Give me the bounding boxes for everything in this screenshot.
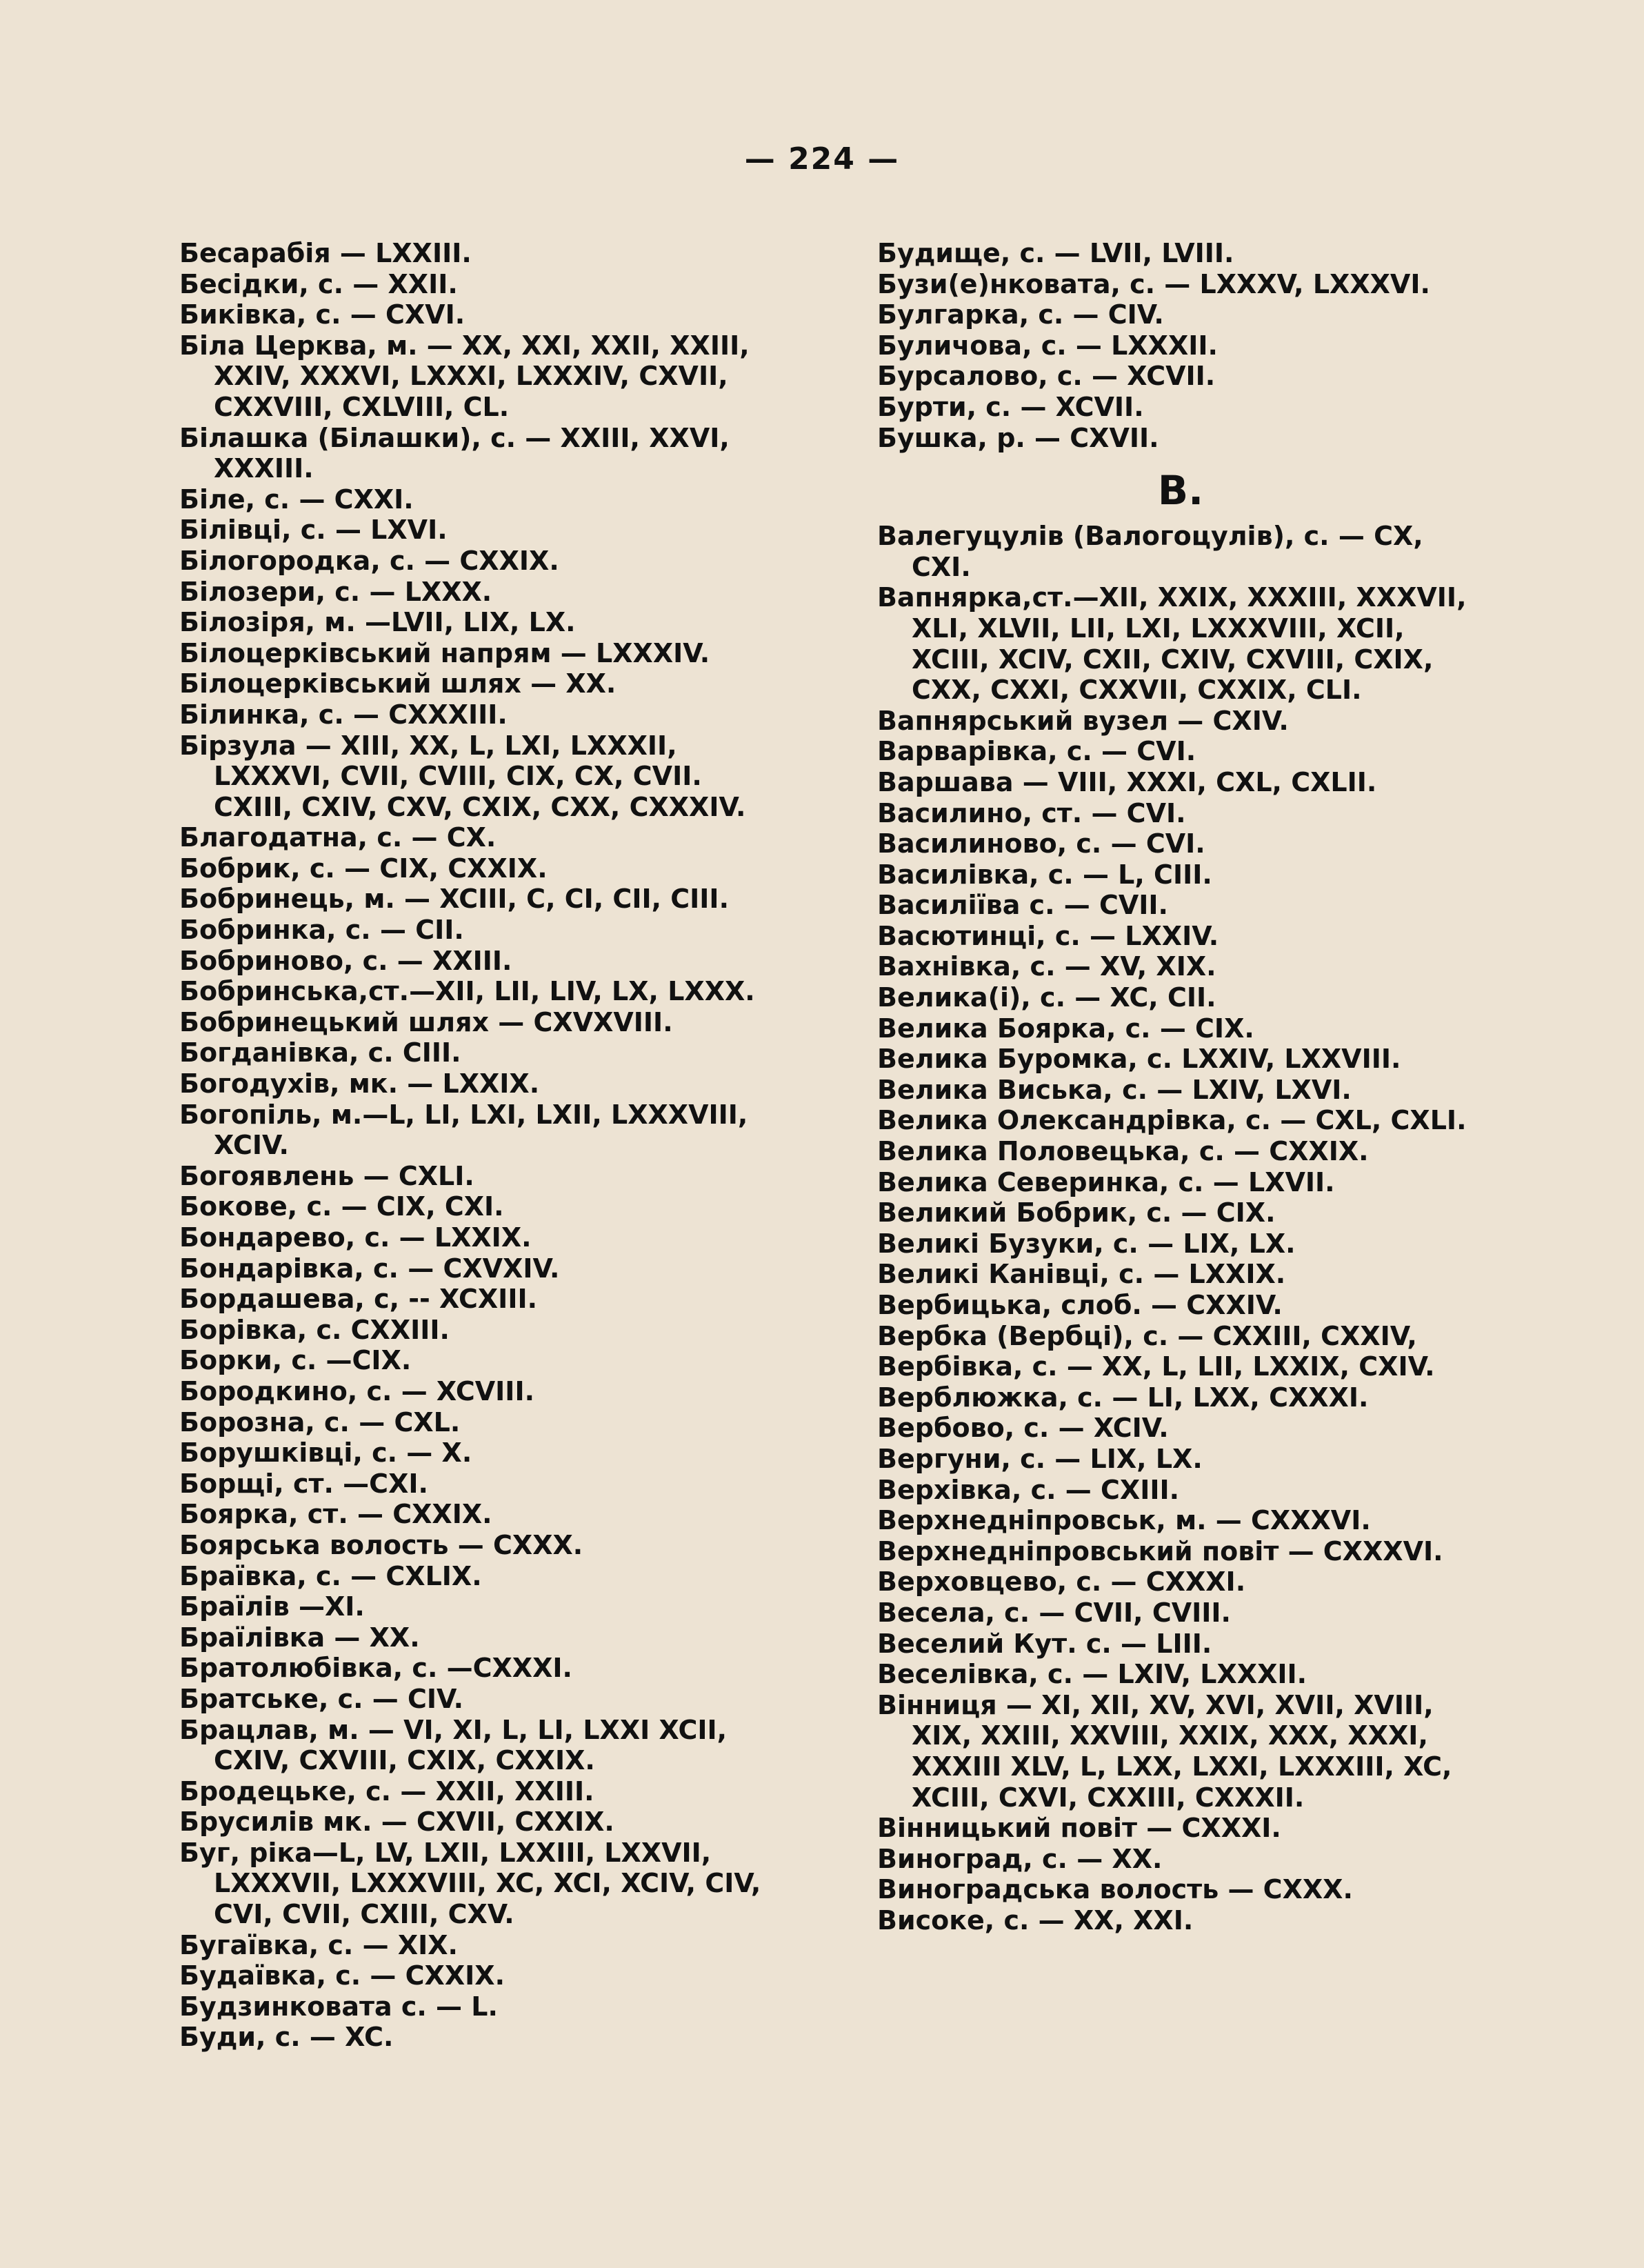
index-entry: Варшава — VIII, XXXI, CXL, CXLII. [877,766,1377,797]
page-number: — 224 — [744,141,900,177]
index-entry: Бесідки, с. — XXII. [179,268,458,299]
index-entry: Бобринка, с. — CII. [179,915,464,946]
index-entry: Білогородка, с. — CXXIX. [179,545,559,576]
index-entry: Білоцерківський напрям — LXXXIV. [179,637,710,668]
index-entry: Братське, с. — CIV. [179,1683,464,1714]
index-entry: Високе, с. — XX, XXI. [877,1904,1194,1936]
section-letter-heading: В. [1157,467,1204,515]
index-entry: Білозери, с. — LXXX. [179,576,492,607]
index-entry: Василівка, с. — L, CIII. [877,859,1212,890]
index-entry: Буди, с. — XC. [179,2022,394,2053]
index-entry: Вербово, с. — XCIV. [877,1413,1169,1444]
index-entry: Вінницький повіт — CXXXI. [877,1813,1281,1844]
index-entry: Благодатна, с. — CX. [179,822,497,853]
index-entry: Біле, с. — CXXI. [179,484,414,515]
index-entry: Білашка (Білашки), с. — XXIII, XXVI, XXXIII. [179,422,730,484]
index-entry: Бокове, с. — CIX, CXI. [179,1191,504,1222]
index-entry: Богопіль, м.—L, LI, LXI, LXII, LXXXVIII, XCIV. [179,1099,748,1161]
index-entry: Великий Бобрик, с. — CIX. [877,1197,1276,1228]
index-entry: Будище, с. — LVII, LVIII. [877,238,1234,268]
index-entry: Борівка, с. CXXIII. [179,1314,450,1345]
index-column-left [179,238,786,2053]
index-entry: Веселий Кут. с. — LIII. [877,1628,1212,1659]
index-entry: Бушка, р. — CXVII. [877,422,1159,453]
index-entry: Вербка (Вербці), с. — CXXIII, CXXIV, [877,1320,1417,1351]
index-entry: Буличова, с. — LXXXII. [877,330,1218,361]
index-entry: Бугаївка, с. — XIX. [179,1929,458,1960]
index-entry: Велика Буромка, с. LXXIV, LXXVIII. [877,1044,1401,1075]
index-entry: Виноградська волость — CXXX. [877,1874,1353,1905]
index-entry: Бобрик, с. — CIX, CXXIX. [179,853,548,884]
index-entry: Варварівка, с. — CVI. [877,736,1196,767]
index-entry: Білинка, с. — CXXXIII. [179,699,508,730]
index-entry: Боярська волость — CXXX. [179,1529,583,1560]
index-entry: Васютинці, с. — LXXIV. [877,920,1219,951]
index-entry: Великі Канівці, с. — LXXIX. [877,1259,1286,1290]
index-entry: Великі Бузуки, с. — LIX, LX. [877,1228,1296,1259]
index-entry: Веселівка, с. — LXIV, LXXXII. [877,1659,1307,1690]
index-entry: Бобринецький шлях — CXVXVIII. [179,1006,673,1037]
index-entry: Вінниця — XI, XII, XV, XVI, XVII, XVIII, XIX, XXIII, XXVIII, XXIX, XXX, XXXI, XXXIII XLV, L, LXX, LXXI, LXXXIII, XC, XCIII, CXVI, CXXIII, CXXXII. [877,1689,1452,1813]
index-entry: Будзинковата с. — L. [179,1991,498,2022]
index-entry: Богоявлень — CXLI. [179,1160,474,1191]
index-entry: Бондарево, с. — LXXIX. [179,1222,532,1253]
index-entry: Борки, с. —CIX. [179,1345,412,1376]
index-entry: Богодухів, мк. — LXXIX. [179,1068,540,1100]
index-entry: Браїлів —XI. [179,1591,365,1622]
index-entry: Василино, ст. — CVI. [877,797,1186,828]
index-entry: Велика Олександрівка, с. — CXL, CXLI. [877,1105,1467,1136]
index-entry: Верховцево, с. — CXXXI. [877,1566,1246,1598]
index-entry: Бобринець, м. — XCIII, C, CI, CII, CIII. [179,884,729,915]
index-entry: Бородкино, с. — XCVIII. [179,1375,535,1406]
index-entry: Біла Церква, м. — XX, XXI, XXII, XXIII, XXIV, XXXVI, LXXXI, LXXXIV, CXVII, CXXVIII, CXLVIII, CL. [179,330,750,422]
index-entry: Брацлав, м. — VI, XI, L, LI, LXXI XCII, CXIV, CXVIII, CXIX, CXXIX. [179,1714,728,1776]
index-entry: Бузи(е)нковата, с. — LXXXV, LXXXVI. [877,268,1430,299]
index-entry: Бурсалово, с. — XCVII. [877,361,1216,392]
index-entry: Браївка, с. — CXLIX. [179,1560,482,1591]
index-entry: Валегуцулів (Валогоцулів), с. — CX, CXI. [877,521,1423,582]
index-entry: Велика Виська, с. — LXIV, LXVI. [877,1074,1352,1105]
index-entry: Бобринська,ст.—XII, LII, LIV, LX, LXXX. [179,976,755,1007]
index-entry: Верхнедніпровський повіт — CXXXVI. [877,1535,1443,1566]
index-entry: Верхівка, с. — CXIII. [877,1474,1180,1505]
index-entry: Борщі, ст. —CXI. [179,1468,428,1499]
index-entry: Брусилів мк. — CXVII, CXXIX. [179,1807,614,1838]
index-entry: Вахнівка, с. — XV, XIX. [877,951,1216,982]
index-entry: Бірзула — XIII, XX, L, LXI, LXXXII, LXXXVI, CVII, CVIII, CIX, CX, CVII. CXIII, CXIV, CXV, CXIX, CXX, CXXXIV. [179,730,746,822]
index-entry: Василіїва с. — CVII. [877,890,1168,921]
index-entry: Велика Северинка, с. — LXVII. [877,1166,1335,1197]
index-entry: Боярка, ст. — CXXIX. [179,1499,492,1530]
index-entry: Братолюбівка, с. —CXXXI. [179,1653,572,1684]
index-entry: Білівці, с. — LXVI. [179,515,448,546]
index-entry: Браїлівка — XX. [179,1622,420,1653]
index-entry: Вапнярський вузел — CXIV. [877,705,1289,736]
index-entry: Бондарівка, с. — CXVXIV. [179,1253,560,1284]
index-entry: Бордашева, с, -- XCXIII. [179,1284,538,1315]
index-entry: Борушківці, с. — X. [179,1438,472,1469]
index-entry: Бесарабія — LXXIII. [179,238,472,268]
index-entry: Велика Боярка, с. — CIX. [877,1013,1254,1044]
index-entry: Велика(і), с. — XC, CII. [877,982,1216,1013]
index-entry: Вербівка, с. — XX, L, LII, LXXIX, CXIV. [877,1351,1435,1382]
index-entry: Бурти, с. — XCVII. [877,391,1144,422]
index-entry: Бобриново, с. — XXIII. [179,945,512,976]
index-entry: Білоцерківський шлях — XX. [179,668,616,699]
index-entry: Булгарка, с. — CIV. [877,299,1164,330]
index-entry: Весела, с. — CVII, CVIII. [877,1597,1231,1628]
index-entry: Верблюжка, с. — LI, LXX, CXXXI. [877,1382,1369,1413]
index-entry: Вергуни, с. — LIX, LX. [877,1443,1203,1474]
index-entry: Будаївка, с. — CXXIX. [179,1960,505,1991]
index-entry: Вербицька, слоб. — CXXIV. [877,1290,1283,1320]
index-entry: Бродецьке, с. — XXII, XXIII. [179,1775,594,1807]
index-entry: Биківка, с. — CXVI. [179,299,465,330]
index-entry: Виноград, с. — XX. [877,1843,1163,1874]
index-entry: Буг, ріка—L, LV, LXII, LXXIII, LXXVII, LXXXVII, LXXXVIII, XC, XCI, XCIV, CIV, CVI, CVII, CXIII, CXV. [179,1837,761,1930]
index-entry: Богданівка, с. CIII. [179,1037,461,1068]
index-entry: Вапнярка,ст.—XII, XXIX, XXXIII, XXXVII, XLI, XLVII, LII, LXI, LXXXVIII, XCII, XCIII, XCIV, CXII, CXIV, CXVIII, CXIX, CXX, CXXI, CXXVII, CXXIX, CLI. [877,582,1467,706]
index-entry: Велика Половецька, с. — CXXIX. [877,1136,1369,1167]
index-entry: Верхнедніпровськ, м. — CXXXVI. [877,1505,1371,1536]
index-entry: Василиново, с. — CVI. [877,828,1205,859]
index-entry: Борозна, с. — CXL. [179,1406,461,1438]
index-entry: Білозіря, м. —LVII, LIX, LX. [179,607,576,638]
index-column-right [877,238,1484,1936]
